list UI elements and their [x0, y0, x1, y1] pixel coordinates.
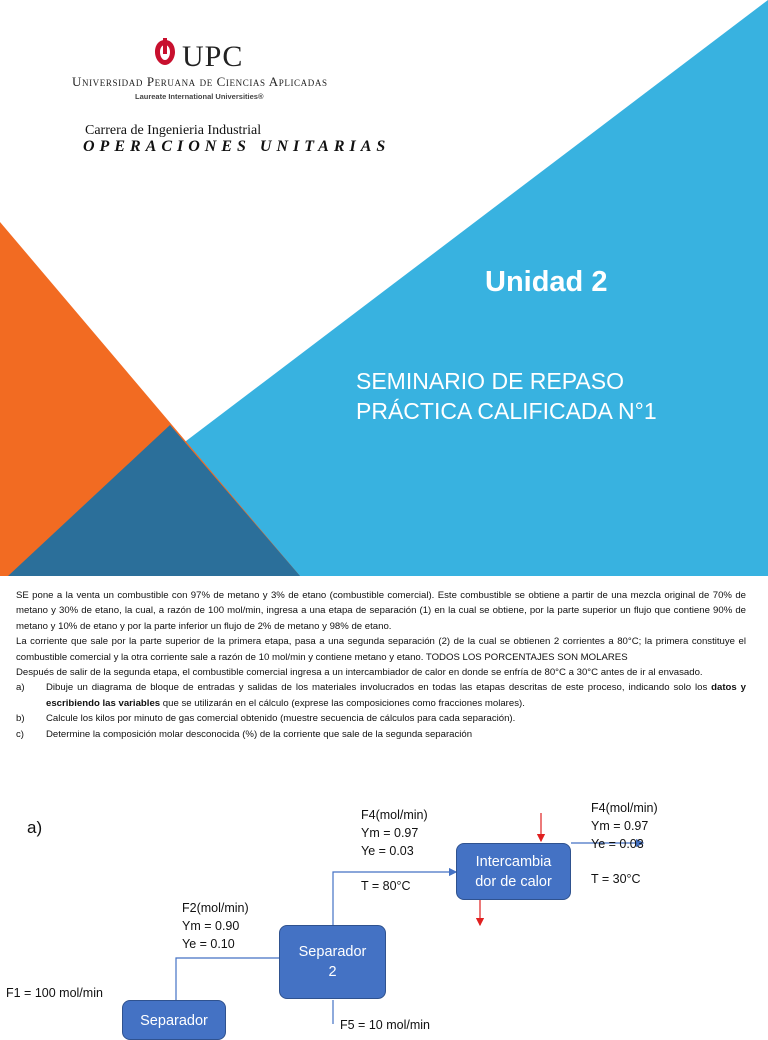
f2-label: F2(mol/min): [182, 901, 249, 915]
laureate-text: Laureate International Universities®: [135, 92, 264, 101]
question-a-text-end: que se utilizarán en el cálculo (exprese las composiciones como fracciones molares).: [160, 697, 525, 709]
diagram-part-label: a): [27, 818, 43, 837]
question-a-text-start: Dibuje un diagrama de bloque de entradas y salidas de los materiales involucrados en todas las etapas descritas de este proceso, indicando solo los: [46, 682, 712, 694]
f5-label: F5 = 10 mol/min: [340, 1018, 430, 1032]
separator-1-block: [122, 1000, 226, 1040]
upc-logo-mark-icon: [152, 38, 178, 68]
question-c: [16, 727, 746, 742]
question-b: [16, 711, 746, 726]
temperature-30: T = 30°C: [591, 872, 641, 886]
problem-paragraph-3: Después de salir de la segunda etapa, el combustible comercial ingresa a un intercambiador de calor en donde se enfría de 80°C a 30°C antes de ir al envasado.: [16, 667, 703, 679]
f4-out-label: F4(mol/min): [591, 801, 658, 815]
heat-exchanger-label-1: Intercambia: [475, 853, 552, 870]
logo-text: UPC: [182, 40, 244, 73]
separator-2-label: Separador: [298, 944, 367, 960]
f4-label: F4(mol/min): [361, 808, 428, 822]
heat-exchanger-label-2: dor de calor: [475, 873, 552, 890]
career-label: Carrera de Ingenieria Industrial: [85, 123, 262, 138]
question-b-label: b): [16, 713, 25, 725]
f4-ym: Ym = 0.97: [361, 826, 419, 840]
separator-2-number: 2: [328, 964, 337, 980]
problem-statement: [16, 588, 746, 742]
separator-2-block: [279, 925, 386, 999]
separator-1-label: Separador: [140, 1013, 208, 1029]
stream-f2-line: [176, 958, 279, 1000]
seminar-title-line2: PRÁCTICA CALIFICADA N°1: [356, 398, 657, 424]
question-c-text: Determine la composición molar desconocida (%) de la corriente que sale de la segunda separación: [46, 728, 473, 740]
question-a-label: a): [16, 682, 25, 694]
unit-title: Unidad 2: [485, 266, 608, 298]
upc-logo: [72, 38, 342, 104]
question-a: [16, 680, 746, 711]
f2-ye: Ye = 0.10: [182, 937, 235, 951]
f4-ye: Ye = 0.03: [361, 844, 414, 858]
question-a-text: [46, 680, 746, 711]
seminar-title-line1: SEMINARIO DE REPASO: [356, 368, 624, 394]
problem-paragraph-1: SE pone a la venta un combustible con 97% de metano y 3% de etano (combustible comercial). Este combustible se obtiene a partir de una mezcla original de 70% de metano y 30% de etano, la cual, a razón de 100 mol/min, ingresa a una etapa de separación (1) en la cual se obtiene, por la parte superior un flujo que contiene 90% de metano y 10% de etano y por la parte inferior un flujo de 2% de metano y 98% de etano.: [16, 590, 746, 632]
question-c-label: c): [16, 728, 24, 740]
question-a-bold: datos y escribiendo las variables: [46, 682, 746, 709]
course-title: OPERACIONES UNITARIAS: [83, 138, 391, 155]
f4-out-ym: Ym = 0.97: [591, 819, 649, 833]
temperature-80: T = 80°C: [361, 879, 411, 893]
f4-out-ye: Ye = 0.03: [591, 837, 644, 851]
f2-ym: Ym = 0.90: [182, 919, 240, 933]
question-b-text: Calcule los kilos por minuto de gas comercial obtenido (muestre secuencia de cálculos para cada separación).: [46, 713, 516, 725]
f1-label: F1 = 100 mol/min: [6, 986, 103, 1000]
university-name: Universidad Peruana de Ciencias Aplicadas: [72, 74, 328, 89]
problem-paragraph-2: La corriente que sale por la parte superior de la primera etapa, pasa a una segunda separación (2) de la cual se obtienen 2 corrientes a 80°C; la primera constituye el combustible comercial y la otra corriente sale a razón de 10 mol/min y contiene metano y etano. TODOS LOS PORCENTAJES SON MOLARES: [16, 636, 746, 663]
heat-exchanger-block: [456, 843, 571, 900]
block-diagram: [0, 790, 768, 1032]
